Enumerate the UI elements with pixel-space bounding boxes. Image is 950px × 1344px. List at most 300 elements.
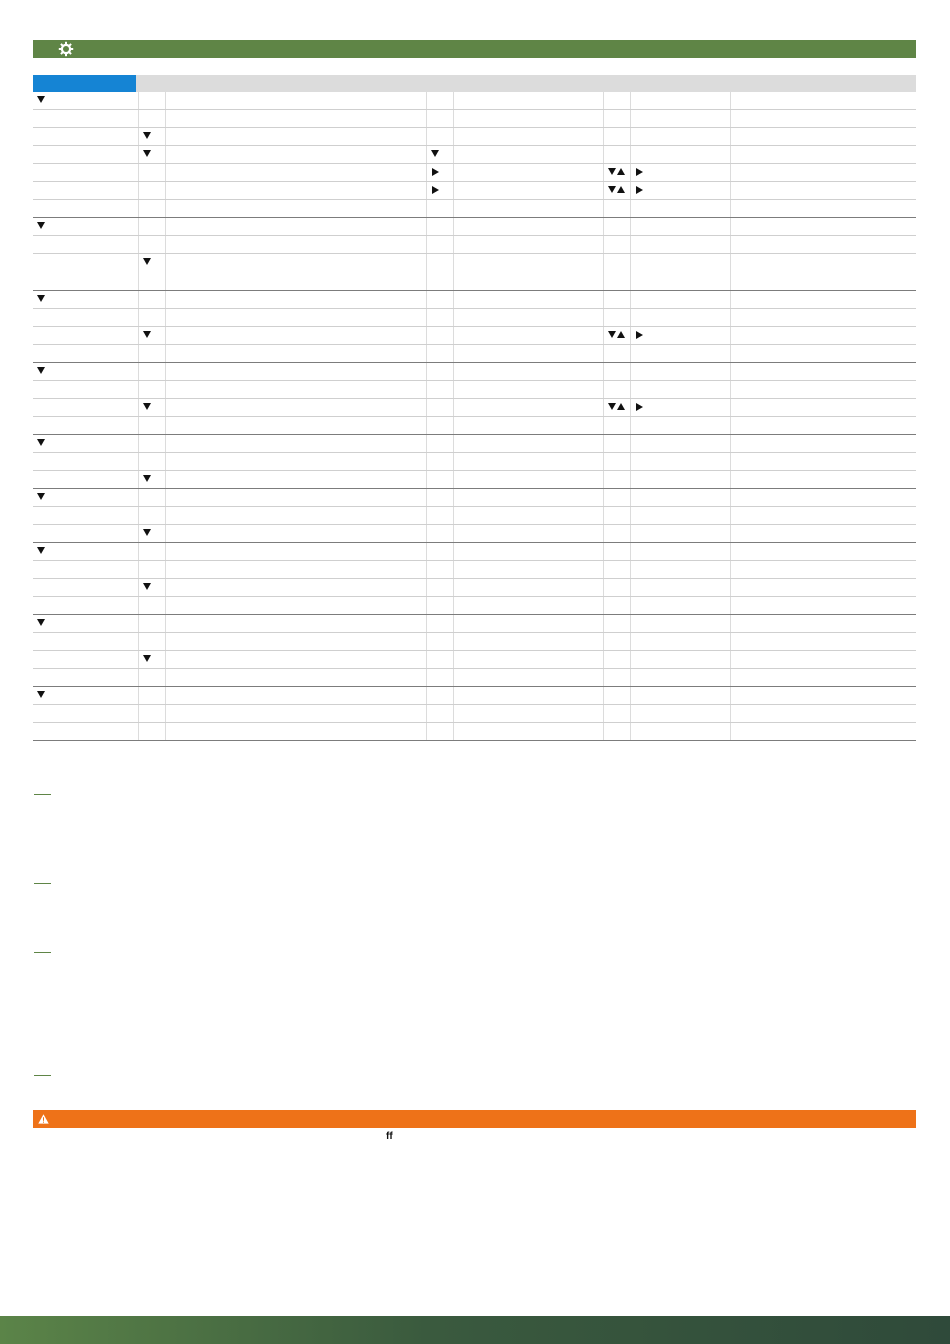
table-cell <box>730 417 916 435</box>
table-cell <box>138 597 165 615</box>
table-cell <box>165 110 426 128</box>
table-cell <box>165 327 426 345</box>
table-row <box>33 705 916 723</box>
table-cell <box>630 525 730 543</box>
table-cell <box>453 291 603 309</box>
tab-active[interactable] <box>33 75 136 92</box>
table-cell <box>630 200 730 218</box>
table-cell <box>138 146 165 164</box>
triangle-right-icon <box>432 186 439 194</box>
table-cell <box>453 651 603 669</box>
table-row <box>33 128 916 146</box>
table-cell <box>730 236 916 254</box>
table-cell <box>603 435 630 453</box>
table-row <box>33 146 916 164</box>
table-row <box>33 489 916 507</box>
table-cell <box>165 525 426 543</box>
triangle-up-icon <box>617 168 625 175</box>
table-row <box>33 218 916 236</box>
table-cell <box>630 705 730 723</box>
table-cell <box>603 687 630 705</box>
table-cell <box>138 417 165 435</box>
table-cell <box>730 164 916 182</box>
table-cell <box>426 435 453 453</box>
table-cell <box>33 543 138 561</box>
table-row <box>33 525 916 543</box>
table-cell <box>165 146 426 164</box>
table-row <box>33 651 916 669</box>
table-cell <box>453 597 603 615</box>
triangle-down-icon <box>37 691 45 698</box>
table-cell <box>138 218 165 236</box>
table-cell <box>165 363 426 381</box>
table-cell <box>730 687 916 705</box>
table-cell <box>426 399 453 417</box>
triangle-down-icon <box>37 619 45 626</box>
table-cell <box>630 327 730 345</box>
table-cell <box>453 182 603 200</box>
note-rule <box>34 952 51 953</box>
table-cell <box>138 291 165 309</box>
table-cell <box>603 471 630 489</box>
table-cell <box>730 705 916 723</box>
table-cell <box>138 327 165 345</box>
table-cell <box>165 723 426 741</box>
warning-bar <box>33 1110 916 1128</box>
table-cell <box>603 164 630 182</box>
table-cell <box>453 399 603 417</box>
triangle-down-icon <box>608 403 616 410</box>
table-cell <box>603 110 630 128</box>
table-row <box>33 381 916 399</box>
table-cell <box>603 489 630 507</box>
table-cell <box>426 525 453 543</box>
table-cell <box>730 110 916 128</box>
table-cell <box>730 399 916 417</box>
tab-bar <box>33 75 916 92</box>
table-row <box>33 291 916 309</box>
triangle-down-icon <box>37 439 45 446</box>
section-header-bar <box>33 40 916 58</box>
table-cell <box>165 309 426 327</box>
table-cell <box>426 507 453 525</box>
table-row <box>33 182 916 200</box>
table-cell <box>138 543 165 561</box>
table-cell <box>426 723 453 741</box>
table-cell <box>33 218 138 236</box>
table-cell <box>33 525 138 543</box>
table-cell <box>453 327 603 345</box>
table-cell <box>603 327 630 345</box>
table-cell <box>138 92 165 110</box>
table-cell <box>33 363 138 381</box>
table-cell <box>33 327 138 345</box>
table-cell <box>426 200 453 218</box>
table-cell <box>730 597 916 615</box>
table-cell <box>426 687 453 705</box>
table-cell <box>630 453 730 471</box>
table-cell <box>33 489 138 507</box>
table-cell <box>453 687 603 705</box>
table-cell <box>165 687 426 705</box>
table-cell <box>630 254 730 291</box>
table-cell <box>165 453 426 471</box>
table-cell <box>165 254 426 291</box>
table-row <box>33 164 916 182</box>
table-cell <box>33 399 138 417</box>
table-cell <box>603 254 630 291</box>
table-cell <box>730 561 916 579</box>
table-cell <box>138 345 165 363</box>
table-cell <box>630 164 730 182</box>
table-cell <box>630 146 730 164</box>
table-cell <box>453 561 603 579</box>
table-cell <box>630 687 730 705</box>
table-cell <box>730 615 916 633</box>
table-cell <box>630 597 730 615</box>
table-cell <box>630 435 730 453</box>
note-rule <box>34 794 51 795</box>
table-cell <box>33 417 138 435</box>
table-cell <box>165 291 426 309</box>
table-cell <box>165 399 426 417</box>
table-cell <box>730 651 916 669</box>
table-cell <box>138 651 165 669</box>
table-row <box>33 453 916 471</box>
table-cell <box>453 543 603 561</box>
table-cell <box>426 164 453 182</box>
triangle-down-icon <box>143 132 151 139</box>
table-cell <box>165 381 426 399</box>
table-cell <box>165 633 426 651</box>
table-cell <box>138 254 165 291</box>
table-cell <box>426 669 453 687</box>
table-cell <box>603 579 630 597</box>
table-cell <box>603 597 630 615</box>
table-cell <box>138 669 165 687</box>
table-row <box>33 417 916 435</box>
table-cell <box>603 291 630 309</box>
table-row <box>33 435 916 453</box>
table-cell <box>603 651 630 669</box>
table-cell <box>426 471 453 489</box>
triangle-down-icon <box>143 475 151 482</box>
table-cell <box>730 471 916 489</box>
triangle-up-icon <box>617 331 625 338</box>
table-cell <box>138 363 165 381</box>
table-cell <box>453 453 603 471</box>
table-cell <box>603 236 630 254</box>
table-cell <box>603 669 630 687</box>
triangle-right-icon <box>432 168 439 176</box>
table-cell <box>426 615 453 633</box>
page-footer <box>0 1316 950 1344</box>
table-cell <box>426 182 453 200</box>
table-cell <box>603 381 630 399</box>
table-cell <box>453 381 603 399</box>
table-cell <box>138 399 165 417</box>
table-cell <box>33 615 138 633</box>
table-cell <box>630 489 730 507</box>
triangle-down-icon <box>143 150 151 157</box>
table-cell <box>453 363 603 381</box>
table-cell <box>630 579 730 597</box>
table-cell <box>33 110 138 128</box>
table-cell <box>730 453 916 471</box>
note-rule <box>34 1075 51 1076</box>
table-cell <box>33 381 138 399</box>
table-cell <box>603 128 630 146</box>
triangle-right-icon <box>636 168 643 176</box>
table-cell <box>138 200 165 218</box>
table-cell <box>730 363 916 381</box>
table-cell <box>453 723 603 741</box>
triangle-down-icon <box>37 96 45 103</box>
table-cell <box>630 345 730 363</box>
table-cell <box>33 309 138 327</box>
table-cell <box>426 291 453 309</box>
table-cell <box>730 291 916 309</box>
table-cell <box>426 363 453 381</box>
table-cell <box>630 92 730 110</box>
table-row <box>33 471 916 489</box>
table-cell <box>426 345 453 363</box>
table-cell <box>453 110 603 128</box>
table-cell <box>630 651 730 669</box>
table-cell <box>33 687 138 705</box>
table-cell <box>33 200 138 218</box>
table-cell <box>426 236 453 254</box>
table-cell <box>426 561 453 579</box>
table-cell <box>603 218 630 236</box>
table-row <box>33 633 916 651</box>
table-cell <box>630 615 730 633</box>
table-cell <box>453 525 603 543</box>
table-cell <box>730 723 916 741</box>
settings-table <box>33 92 916 741</box>
table-cell <box>630 363 730 381</box>
note-rule <box>34 883 51 884</box>
table-cell <box>453 489 603 507</box>
table-cell <box>138 525 165 543</box>
table-cell <box>630 381 730 399</box>
table-cell <box>730 200 916 218</box>
table-cell <box>165 651 426 669</box>
table-cell <box>426 633 453 651</box>
table-cell <box>603 399 630 417</box>
table-cell <box>33 597 138 615</box>
triangle-down-icon <box>143 331 151 338</box>
table-row <box>33 92 916 110</box>
gear-icon <box>58 41 74 57</box>
triangle-down-icon <box>608 168 616 175</box>
table-cell <box>165 615 426 633</box>
table-cell <box>453 128 603 146</box>
table-cell <box>730 128 916 146</box>
table-cell <box>165 236 426 254</box>
table-cell <box>426 92 453 110</box>
table-cell <box>730 182 916 200</box>
table-row <box>33 597 916 615</box>
table-cell <box>138 164 165 182</box>
table-cell <box>138 723 165 741</box>
table-cell <box>730 435 916 453</box>
triangle-down-icon <box>37 222 45 229</box>
table-cell <box>138 615 165 633</box>
triangle-down-icon <box>143 655 151 662</box>
warning-icon <box>38 1114 49 1124</box>
table-cell <box>426 218 453 236</box>
table-cell <box>33 128 138 146</box>
table-cell <box>730 381 916 399</box>
triangle-down-icon <box>143 403 151 410</box>
table-row <box>33 561 916 579</box>
table-cell <box>165 417 426 435</box>
table-cell <box>33 435 138 453</box>
triangle-up-icon <box>617 403 625 410</box>
table-cell <box>730 309 916 327</box>
table-cell <box>603 543 630 561</box>
table-row <box>33 345 916 363</box>
table-cell <box>33 453 138 471</box>
table-cell <box>603 417 630 435</box>
table-cell <box>33 633 138 651</box>
table-cell <box>730 579 916 597</box>
table-cell <box>165 669 426 687</box>
table-cell <box>603 345 630 363</box>
table-cell <box>730 507 916 525</box>
table-cell <box>138 110 165 128</box>
table-cell <box>603 705 630 723</box>
table-cell <box>138 579 165 597</box>
table-cell <box>33 579 138 597</box>
table-cell <box>603 453 630 471</box>
table-cell <box>630 399 730 417</box>
table-row <box>33 507 916 525</box>
table-cell <box>603 363 630 381</box>
table-cell <box>426 110 453 128</box>
table-cell <box>730 543 916 561</box>
table-cell <box>603 200 630 218</box>
table-cell <box>165 182 426 200</box>
table-cell <box>138 489 165 507</box>
table-cell <box>165 435 426 453</box>
table-cell <box>138 705 165 723</box>
ligature-text: ff <box>386 1131 393 1142</box>
table-cell <box>453 236 603 254</box>
table-cell <box>453 507 603 525</box>
table-row <box>33 723 916 741</box>
table-row <box>33 687 916 705</box>
table-cell <box>603 309 630 327</box>
triangle-down-icon <box>431 150 439 157</box>
table-cell <box>33 561 138 579</box>
table-cell <box>426 309 453 327</box>
table-cell <box>165 200 426 218</box>
table-cell <box>138 687 165 705</box>
table-cell <box>138 381 165 399</box>
table-cell <box>165 164 426 182</box>
table-cell <box>426 417 453 435</box>
table-cell <box>138 633 165 651</box>
table-cell <box>426 327 453 345</box>
table-cell <box>630 236 730 254</box>
table-cell <box>630 417 730 435</box>
triangle-down-icon <box>37 367 45 374</box>
table-cell <box>630 291 730 309</box>
table-cell <box>630 669 730 687</box>
table-row <box>33 399 916 417</box>
table-cell <box>138 507 165 525</box>
table-row <box>33 363 916 381</box>
table-cell <box>453 200 603 218</box>
table-cell <box>165 489 426 507</box>
table-cell <box>603 146 630 164</box>
table-row <box>33 579 916 597</box>
table-cell <box>603 507 630 525</box>
triangle-up-icon <box>617 186 625 193</box>
table-cell <box>426 597 453 615</box>
table-cell <box>730 327 916 345</box>
table-cell <box>603 182 630 200</box>
table-cell <box>453 669 603 687</box>
triangle-down-icon <box>37 547 45 554</box>
table-cell <box>426 381 453 399</box>
table-cell <box>453 254 603 291</box>
table-cell <box>426 651 453 669</box>
table-cell <box>165 597 426 615</box>
triangle-right-icon <box>636 186 643 194</box>
table-cell <box>33 254 138 291</box>
table-cell <box>33 669 138 687</box>
table-cell <box>165 471 426 489</box>
table-cell <box>165 218 426 236</box>
table-cell <box>453 471 603 489</box>
table-cell <box>426 543 453 561</box>
table-cell <box>426 146 453 164</box>
table-cell <box>730 218 916 236</box>
table-cell <box>33 723 138 741</box>
table-cell <box>603 723 630 741</box>
table-cell <box>165 543 426 561</box>
table-cell <box>730 345 916 363</box>
table-row <box>33 327 916 345</box>
table-cell <box>426 489 453 507</box>
table-cell <box>453 417 603 435</box>
table-cell <box>453 92 603 110</box>
table-cell <box>33 291 138 309</box>
table-cell <box>165 579 426 597</box>
table-cell <box>165 507 426 525</box>
table-row <box>33 309 916 327</box>
table-cell <box>165 705 426 723</box>
table-cell <box>138 453 165 471</box>
table-cell <box>603 633 630 651</box>
table-cell <box>33 651 138 669</box>
table-cell <box>453 615 603 633</box>
triangle-down-icon <box>143 529 151 536</box>
triangle-down-icon <box>37 295 45 302</box>
table-cell <box>138 561 165 579</box>
table-row <box>33 254 916 291</box>
table-cell <box>453 435 603 453</box>
table-cell <box>630 633 730 651</box>
table-row <box>33 110 916 128</box>
table-cell <box>453 218 603 236</box>
table-cell <box>603 525 630 543</box>
table-cell <box>453 705 603 723</box>
table-cell <box>730 254 916 291</box>
